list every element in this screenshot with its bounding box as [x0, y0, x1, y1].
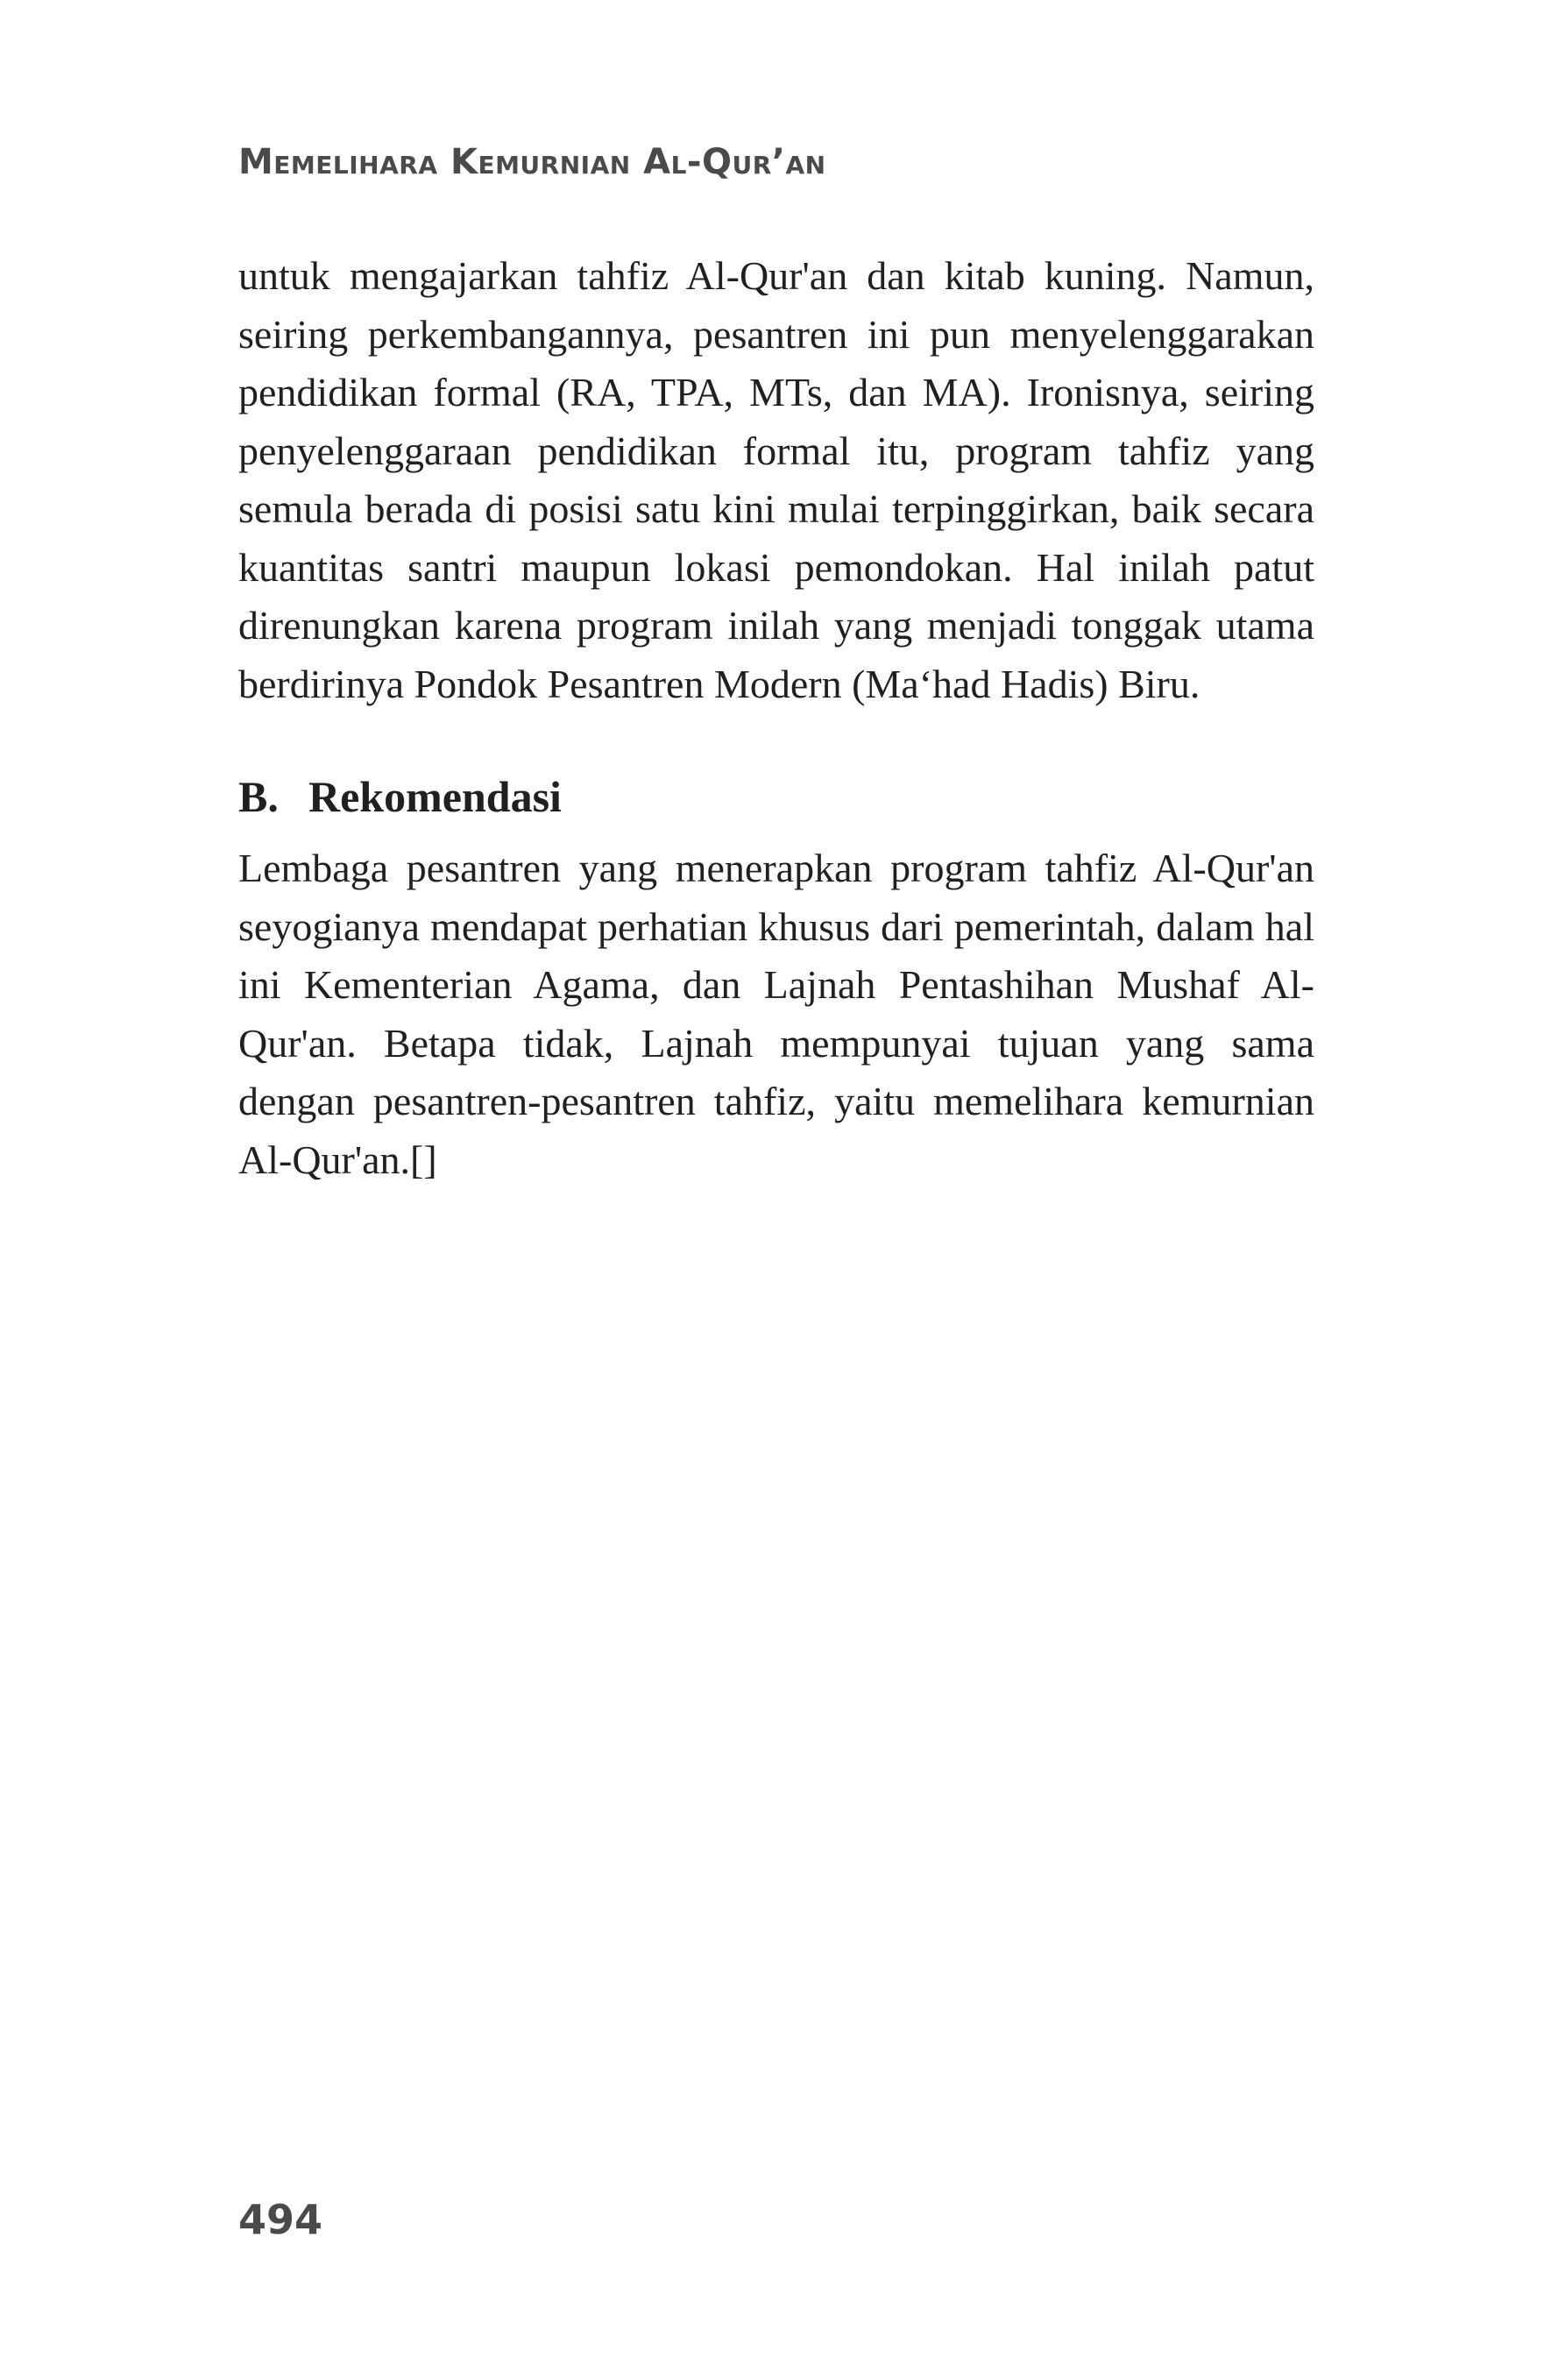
section-heading	[238, 771, 562, 822]
page-number: 494	[238, 2196, 323, 2243]
body-paragraph-2: Lembaga pesantren yang menerapkan program tahfiz Al-Qur'an seyogianya mendapat perhatian khusus dari pemerintah, dalam hal ini Kementerian Agama, dan Lajnah Pentashihan Mushaf Al-Qur'an. Betapa tidak, Lajnah mempunyai tujuan yang sama dengan pesantren-pesantren tahfiz, yaitu memelihara kemurnian Al-Qur'an.[]	[238, 846, 1314, 1182]
running-header: Memelihara Kemurnian Al-Qur’an	[238, 142, 826, 182]
section-title: Rekomendasi	[308, 772, 562, 821]
body-paragraph-1: untuk mengajarkan tahfiz Al-Qur'an dan kitab kuning. Namun, seiring perkembangannya, pesantren ini pun menyelenggarakan pendidikan formal (RA, TPA, MTs, dan MA). Ironisnya, seiring penyelenggaraan pendidikan formal itu, program tahfiz yang semula berada di posisi satu kini mulai terpinggirkan, baik secara kuantitas santri maupun lokasi pemondokan. Hal inilah patut direnungkan karena program inilah yang menjadi tonggak utama berdirinya Pondok Pesantren Modern (Ma‘had Hadis) Biru.	[238, 253, 1314, 706]
section-number: B.	[238, 772, 279, 821]
